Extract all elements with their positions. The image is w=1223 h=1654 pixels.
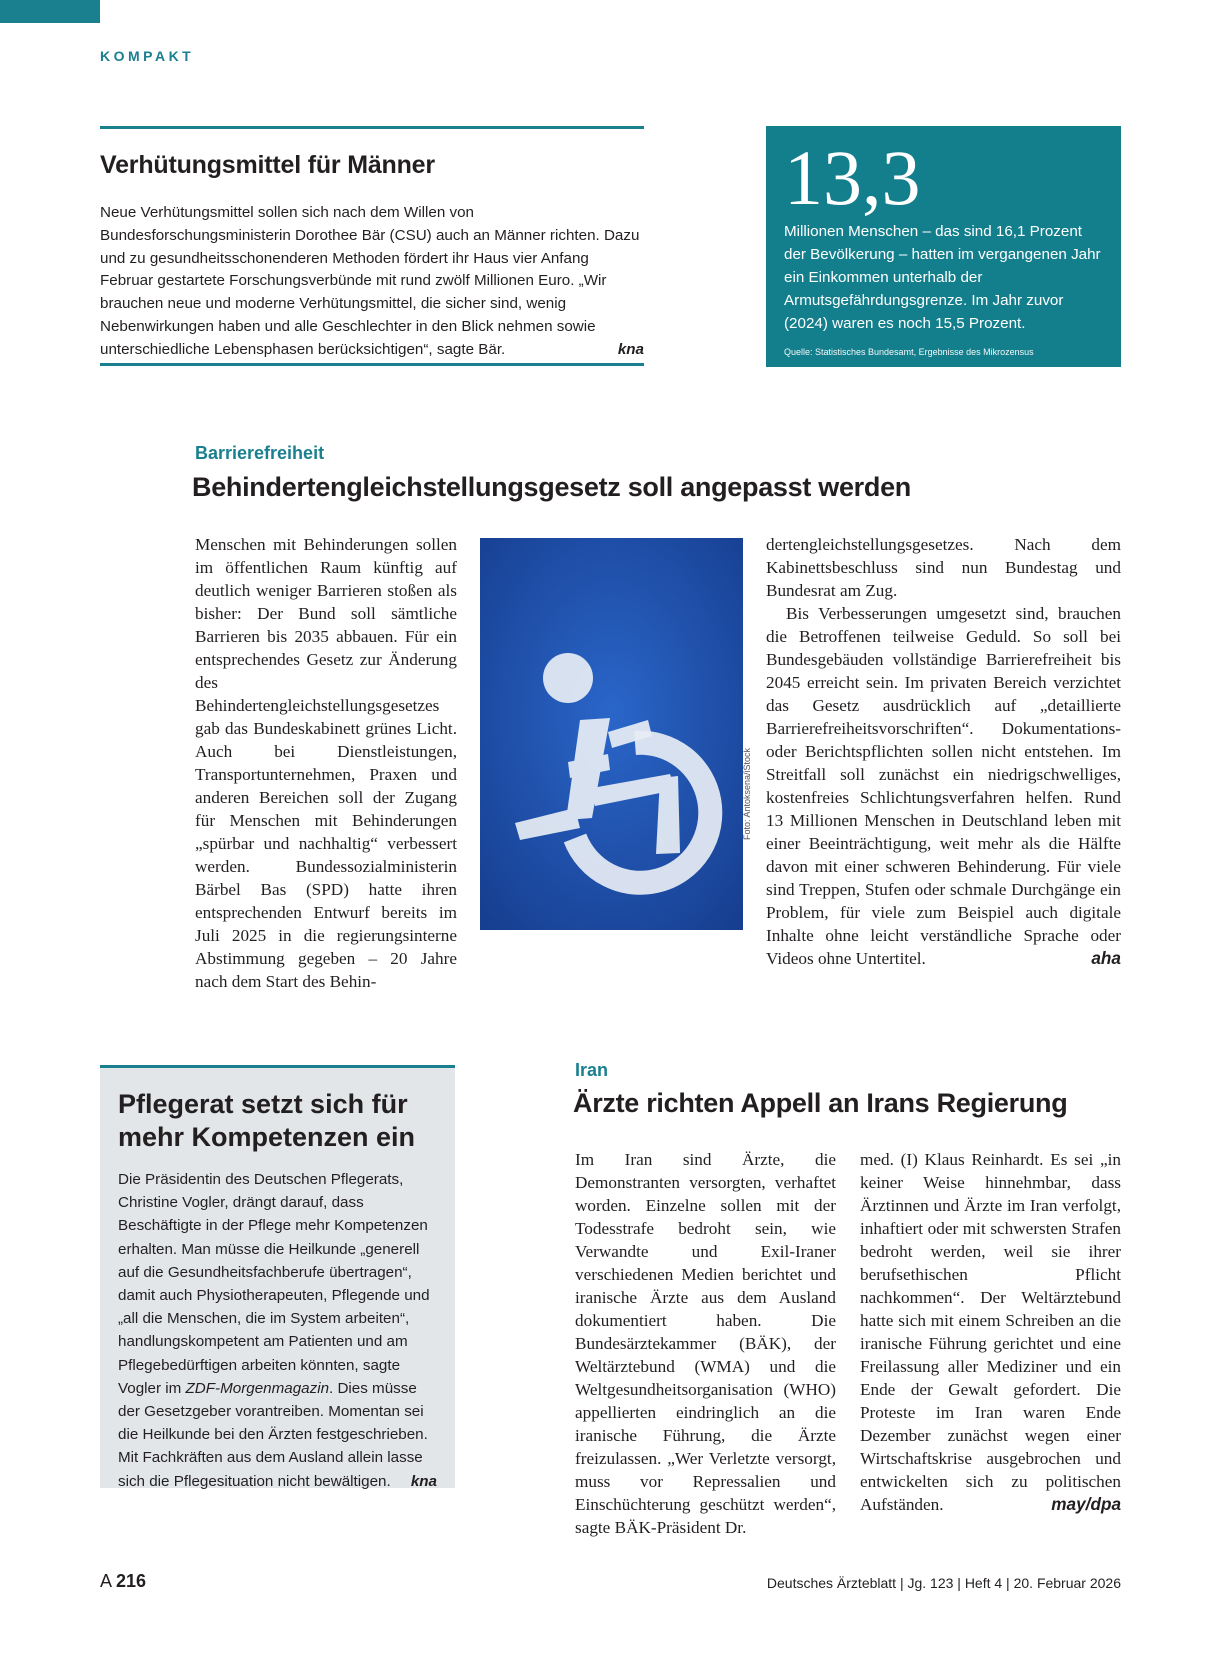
stat-number: 13,3 bbox=[784, 134, 921, 221]
folio-prefix: A bbox=[100, 1571, 112, 1591]
stat-text: Millionen Menschen – das sind 16,1 Prozent der Bevölkerung – hatten im vergangenen Jahr ein Einkommen unterhalb der Armutsgefährdungsgrenze. Im Jahr zuvor (2024) waren es noch 15,5 Prozent. bbox=[784, 223, 1101, 332]
page-number: 216 bbox=[116, 1571, 147, 1591]
stat-box bbox=[766, 126, 1121, 367]
article-kicker: Iran bbox=[575, 1060, 609, 1080]
article-title: Ärzte richten Appell an Irans Regierung bbox=[573, 1088, 1068, 1118]
article-text: Die Präsidentin des Deutschen Pflegerats, Christine Vogler, drängt darauf, dass Beschäftigte in der Pflege mehr Kompetenzen erhalten. Man müsse die Heilkunde „generell auf die Gesundheitsfachberufe übertragen“, damit auch Physiotherapeuten, Pflegende und „all die Menschen, die im System arbeiten“, handlungskompetent am Patienten und am Pflegebedürftigen arbeiten könnten, sagte Vogler im bbox=[118, 1171, 430, 1397]
article-text-italic: ZDF-Morgenmagazin bbox=[185, 1379, 330, 1397]
stat-source: Quelle: Statistisches Bundesamt, Ergebnisse des Mikrozensus bbox=[784, 347, 1034, 357]
article-kicker: Barrierefreiheit bbox=[195, 443, 325, 463]
article-text: . Dies müsse der Gesetzgeber vorantreiben. Momentan sei die Heilkunde bei den Ärzten festgeschrieben. Mit Fachkräften aus dem Ausland allein lasse sich die Pflegesituation nicht bewältigen. bbox=[118, 1379, 428, 1490]
article-signature: kna bbox=[410, 1472, 437, 1490]
section-label: KOMPAKT bbox=[100, 48, 195, 64]
article-title: Verhütungsmittel für Männer bbox=[100, 151, 435, 179]
journal-info: Deutsches Ärzteblatt | Jg. 123 | Heft 4 | 20. Februar 2026 bbox=[766, 1575, 1121, 1591]
article-paragraph: dertengleichstellungsgesetzes. Nach dem Kabinettsbeschluss sind nun Bundestag und Bundesrat am Zug. bbox=[766, 535, 1121, 600]
article-contraceptives bbox=[100, 126, 644, 366]
page-folio bbox=[100, 1571, 146, 1592]
photo-credit: Foto: Antoksena/iStock bbox=[742, 747, 752, 840]
article-column-2 bbox=[766, 533, 1121, 970]
article-signature: aha bbox=[1091, 948, 1121, 968]
article-text: med. (I) Klaus Reinhardt. Es sei „in keiner Weise hinnehmbar, dass Ärztinnen und Ärzte im Iran verfolgt, inhaftiert oder mit schwersten Strafen bedroht werden, weil sie ihrer berufsethischen Pflicht nachkommen“. Der Weltärztebund hatte sich mit einem Schreiben an die iranische Führung gerichtet und eine Freilassung aller Mediziner und ein Ende der Gewalt gefordert. Die Proteste im Iran waren Ende Dezember zunächst wegen einer Wirtschaftskrise ausgebrochen und entwickelten sich zu politischen Aufständen. bbox=[860, 1150, 1121, 1514]
article-signature: kna bbox=[617, 340, 644, 358]
article-column-1: Im Iran sind Ärzte, die Demonstranten versorgten, verhaftet worden. Einzelne sollen mit der Todesstrafe bedroht sein, wie Verwandte und Exil-Iraner verschiedenen Medien berichtet und iranische Ärzte aus dem Ausland dokumentiert haben. Die Bundesärztekammer (BÄK), der Weltärztebund (WMA) und die Weltgesundheitsorganisation (WHO) appellierten eindringlich an die iranische Führung, die Ärzte freizulassen. „Wer Verletzte versorgt, muss vor Repressalien und Einschüchterung geschützt werden“, sagte BÄK-Präsident Dr. bbox=[575, 1150, 836, 1537]
article-signature: may/dpa bbox=[1051, 1494, 1121, 1514]
article-body bbox=[100, 202, 644, 362]
article-title: Behindertengleichstellungsgesetz soll angepasst werden bbox=[192, 472, 911, 502]
article-column-2 bbox=[860, 1148, 1121, 1516]
corner-tab bbox=[0, 0, 100, 23]
wheelchair-symbol-photo bbox=[480, 538, 743, 930]
article-text: Neue Verhütungsmittel sollen sich nach dem Willen von Bundesforschungsministerin Dorothee Bär (CSU) auch an Männer richten. Dazu und zu gesundheitsschonenderen Methoden fördert ihr Haus vier Anfang Februar gestartete Forschungsverbünde mit rund zwölf Millionen Euro. „Wir brauchen neue und moderne Verhütungsmittel, die sicher sind, wenig Nebenwirkungen haben und alle Geschlechter in den Blick nehmen sowie unterschiedliche Lebensphasen berücksichtigen“, sagte Bär. bbox=[100, 204, 640, 358]
article-paragraph bbox=[766, 602, 1121, 970]
article-title: Pflegerat setzt sich für mehr Kompetenzen ein bbox=[118, 1089, 416, 1152]
article-text: Bis Verbesserungen umgesetzt sind, brauchen die Betroffenen teilweise Geduld. So soll bei Bundesgebäuden vollständige Barrierefreiheit bis 2045 erreicht sein. Im privaten Bereich verzichtet das Gesetz ausdrücklich auf „detaillierte Barrierefreiheitsvorschriften“. Dokumentations- oder Berichtspflichten sollen nicht entstehen. Im Streitfall soll zunächst ein niedrigschwelliges, kostenfreies Schlichtungsverfahren helfen. Rund 13 Millionen Menschen in Deutschland leben mit einer Beeinträchtigung, weit mehr als die Hälfte davon mit einer schweren Behinderung. Für viele sind Treppen, Stufen oder schmale Durchgänge ein Problem, für viele zum Beispiel auch digitale Inhalte ohne leicht verständliche Sprache oder Videos ohne Untertitel. bbox=[766, 604, 1121, 968]
article-column-1: Menschen mit Behinderungen sollen im öffentlichen Raum künftig auf deutlich weniger Barrieren stoßen als bisher: Der Bund soll sämtliche Barrieren bis 2035 abbauen. Für ein entsprechendes Gesetz zur Änderung des Behindertengleichstellungsgesetzes gab das Bundeskabinett grünes Licht. Auch bei Dienstleistungen, Transportunternehmen, Praxen und anderen Bereichen soll der Zugang für Menschen mit Behinderungen „spürbar und nachhaltig“ verbessert werden. Bundessozialministerin Bärbel Bas (SPD) hatte ihren entsprechenden Entwurf bereits im Juli 2025 in die regierungsinterne Abstimmung gegeben – 20 Jahre nach dem Start des Behin- bbox=[195, 535, 457, 991]
article-body bbox=[118, 1168, 437, 1493]
article-care-council bbox=[100, 1065, 455, 1488]
